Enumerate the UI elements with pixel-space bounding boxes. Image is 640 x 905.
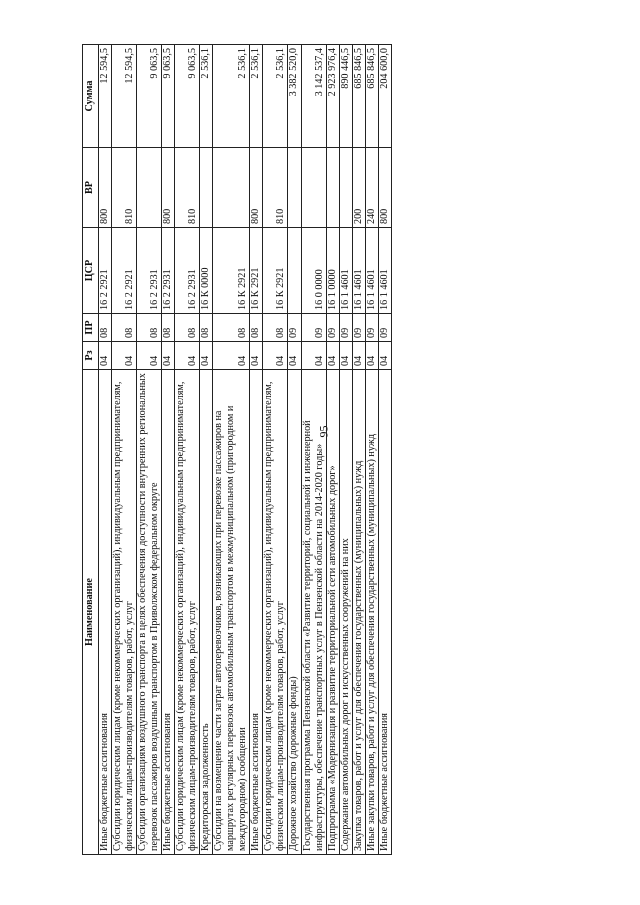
cell-pr: 08 (137, 314, 162, 342)
cell-name: Иные бюджетные ассигнования (250, 370, 263, 855)
cell-pr: 08 (112, 314, 137, 342)
cell-rz: 04 (175, 342, 200, 370)
cell-vr: 240 (365, 148, 378, 228)
table-row (288, 45, 301, 855)
cell-sum: 890 446,5 (339, 45, 352, 148)
cell-csr: 16 2 2921 (99, 228, 112, 314)
table-row (326, 45, 339, 855)
cell-vr: 810 (175, 148, 200, 228)
cell-name: Иные закупки товаров, работ и услуг для обеспечения государственных (муниципальных) нужд (365, 370, 378, 855)
cell-name: Субсидии юридическим лицам (кроме некоммерческих организаций), индивидуальным предпринимателям, физическим лицам-производителям товаров, работ, услуг (112, 370, 137, 855)
cell-rz: 04 (288, 342, 301, 370)
cell-name: Подпрограмма «Модернизация и развитие территориальной сети автомобильных дорог» (326, 370, 339, 855)
table-row (200, 45, 213, 855)
budget-table (82, 44, 392, 855)
cell-csr (288, 228, 301, 314)
cell-csr: 16 1 4601 (365, 228, 378, 314)
header-name: Наименование (83, 370, 99, 855)
cell-name: Иные бюджетные ассигнования (99, 370, 112, 855)
cell-pr: 08 (175, 314, 200, 342)
cell-csr: 16 К 0000 (200, 228, 213, 314)
cell-pr: 08 (162, 314, 175, 342)
cell-sum: 3 142 537,4 (301, 45, 326, 148)
table-row (99, 45, 112, 855)
cell-csr: 16 К 2921 (263, 228, 288, 314)
cell-vr: 810 (112, 148, 137, 228)
cell-csr: 16 1 0000 (326, 228, 339, 314)
cell-csr: 16 1 4601 (378, 228, 391, 314)
table-row (175, 45, 200, 855)
cell-vr (200, 148, 213, 228)
cell-sum: 9 063,5 (137, 45, 162, 148)
cell-pr: 09 (378, 314, 391, 342)
cell-vr (339, 148, 352, 228)
cell-csr: 16 2 2921 (112, 228, 137, 314)
table-row (301, 45, 326, 855)
cell-sum: 2 923 976,4 (326, 45, 339, 148)
cell-sum: 9 063,5 (175, 45, 200, 148)
cell-pr: 09 (301, 314, 326, 342)
page-number: 95 (316, 425, 331, 438)
cell-name: Иные бюджетные ассигнования (162, 370, 175, 855)
cell-pr: 09 (288, 314, 301, 342)
header-sum: Сумма (83, 45, 99, 148)
cell-pr: 08 (263, 314, 288, 342)
cell-csr: 16 0 0000 (301, 228, 326, 314)
cell-name: Иные бюджетные ассигнования (378, 370, 391, 855)
cell-sum: 685 846,5 (352, 45, 365, 148)
cell-vr: 800 (99, 148, 112, 228)
cell-name: Закупка товаров, работ и услуг для обеспечения государственных (муниципальных) нужд (352, 370, 365, 855)
cell-pr: 08 (200, 314, 213, 342)
cell-sum: 2 536,1 (200, 45, 213, 148)
cell-sum: 2 536,1 (263, 45, 288, 148)
cell-vr: 800 (162, 148, 175, 228)
cell-pr: 08 (250, 314, 263, 342)
rotated-table-container (82, 45, 392, 855)
cell-name: Субсидии на возмещение части затрат автоперевозчиков, возникающих при перевозке пассажиров на маршрутах регулярных перевозок автомобильным транспортом в межмуниципальном (пригородном и междугородном) сообщении (213, 370, 250, 855)
cell-vr (326, 148, 339, 228)
cell-csr: 16 2 2931 (137, 228, 162, 314)
cell-pr: 09 (326, 314, 339, 342)
cell-vr (137, 148, 162, 228)
cell-name: Субсидии организациям воздушного транспорта в целях обеспечения доступности внутренних региональных перевозок пассажиров воздушным транспортом в Приволжском федеральном округе (137, 370, 162, 855)
cell-sum: 2 536,1 (213, 45, 250, 148)
cell-rz: 04 (162, 342, 175, 370)
cell-csr: 16 2 2931 (162, 228, 175, 314)
cell-rz: 04 (352, 342, 365, 370)
cell-vr (288, 148, 301, 228)
cell-sum: 2 536,1 (250, 45, 263, 148)
cell-rz: 04 (200, 342, 213, 370)
cell-name: Содержание автомобильных дорог и искусственных сооружений на них (339, 370, 352, 855)
cell-vr (213, 148, 250, 228)
cell-vr: 810 (263, 148, 288, 228)
cell-name: Субсидии юридическим лицам (кроме некоммерческих организаций), индивидуальным предпринимателям, физическим лицам-производителям товаров, работ, услуг (175, 370, 200, 855)
cell-rz: 04 (339, 342, 352, 370)
cell-csr: 16 К 2921 (213, 228, 250, 314)
cell-csr: 16 1 4601 (352, 228, 365, 314)
cell-rz: 04 (365, 342, 378, 370)
cell-csr: 16 К 2921 (250, 228, 263, 314)
cell-pr: 08 (213, 314, 250, 342)
cell-name: Кредиторская задолженность (200, 370, 213, 855)
cell-pr: 09 (352, 314, 365, 342)
cell-pr: 09 (365, 314, 378, 342)
cell-rz: 04 (99, 342, 112, 370)
cell-pr: 08 (99, 314, 112, 342)
header-rz: Рз (83, 342, 99, 370)
cell-csr: 16 2 2931 (175, 228, 200, 314)
cell-vr: 200 (352, 148, 365, 228)
table-row (365, 45, 378, 855)
table-row (112, 45, 137, 855)
cell-sum: 12 594,5 (112, 45, 137, 148)
table-row (162, 45, 175, 855)
cell-rz: 04 (112, 342, 137, 370)
header-pr: ПР (83, 314, 99, 342)
cell-rz: 04 (213, 342, 250, 370)
cell-rz: 04 (326, 342, 339, 370)
header-vr: ВР (83, 148, 99, 228)
cell-rz: 04 (378, 342, 391, 370)
table-body (99, 45, 392, 855)
cell-vr: 800 (250, 148, 263, 228)
table-row (213, 45, 250, 855)
cell-sum: 9 063,5 (162, 45, 175, 148)
header-csr: ЦСР (83, 228, 99, 314)
table-row (378, 45, 391, 855)
cell-rz: 04 (301, 342, 326, 370)
cell-sum: 12 594,5 (99, 45, 112, 148)
table-row (263, 45, 288, 855)
table-row (137, 45, 162, 855)
cell-name: Государственная программа Пензенской области «Развитие территорий, социальной и инженерной инфраструктуры, обеспечение транспортных услуг в Пензенской области на 2014-2020 годы» (301, 370, 326, 855)
table-row (339, 45, 352, 855)
cell-rz: 04 (137, 342, 162, 370)
cell-rz: 04 (263, 342, 288, 370)
table-header-row (83, 45, 99, 855)
cell-rz: 04 (250, 342, 263, 370)
cell-vr: 800 (378, 148, 391, 228)
table-row (250, 45, 263, 855)
cell-name: Субсидии юридическим лицам (кроме некоммерческих организаций), индивидуальным предпринимателям, физическим лицам-производителям товаров, работ, услуг (263, 370, 288, 855)
cell-vr (301, 148, 326, 228)
cell-name: Дорожное хозяйство (дорожные фонды) (288, 370, 301, 855)
table-row (352, 45, 365, 855)
cell-sum: 204 600,0 (378, 45, 391, 148)
cell-sum: 3 382 520,0 (288, 45, 301, 148)
cell-pr: 09 (339, 314, 352, 342)
cell-csr: 16 1 4601 (339, 228, 352, 314)
cell-sum: 685 846,5 (365, 45, 378, 148)
